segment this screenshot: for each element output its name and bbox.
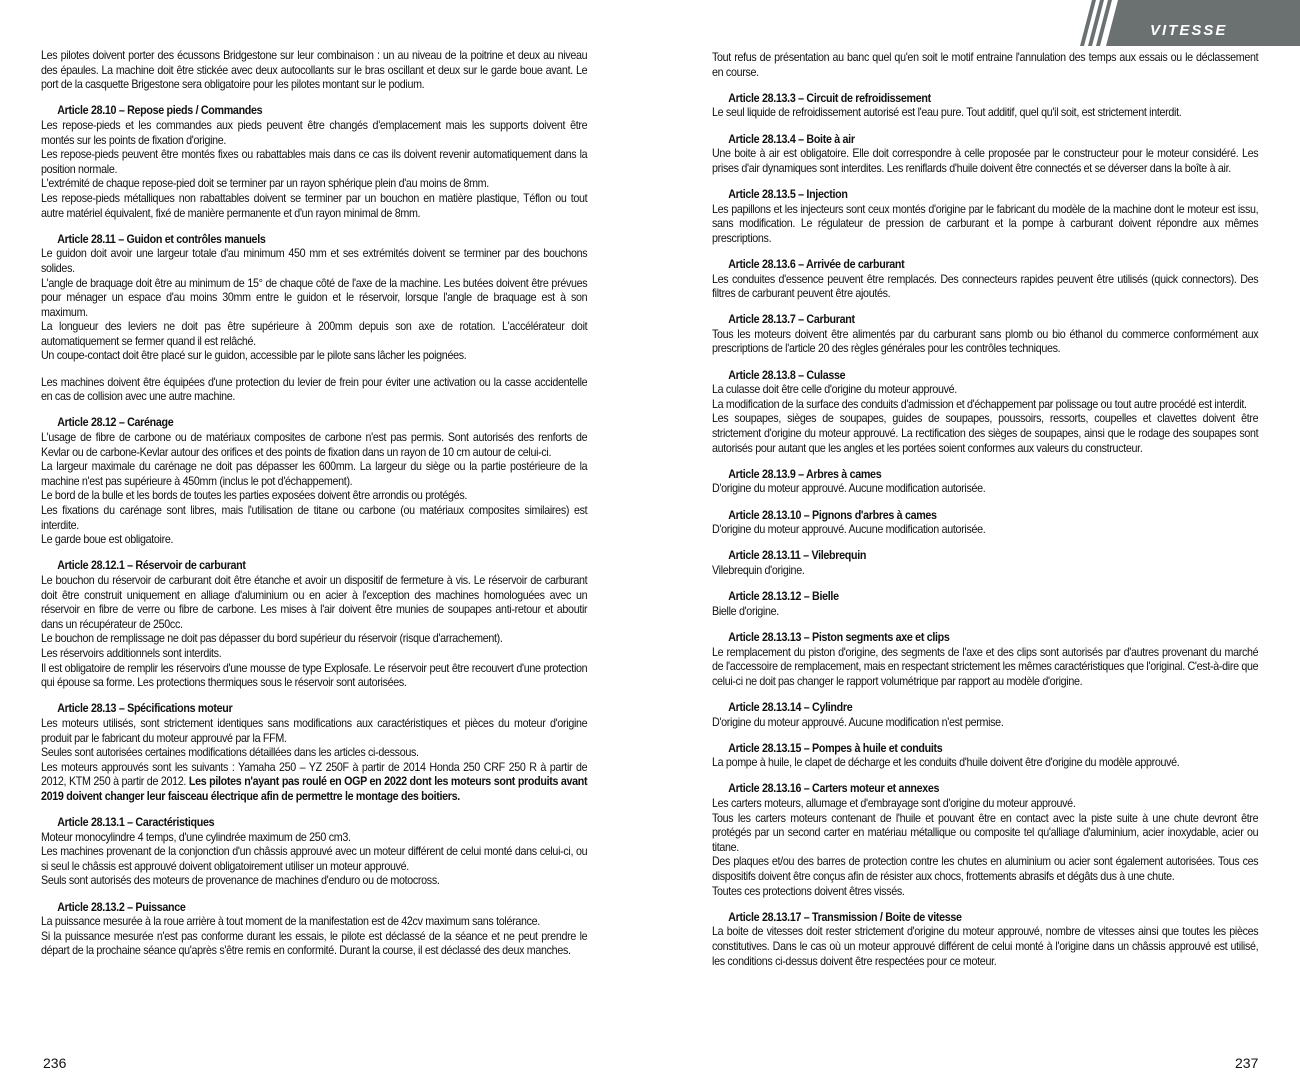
article-block [41, 815, 587, 888]
article-block [712, 312, 1258, 356]
paragraph: Bielle d'origine. [712, 603, 779, 618]
article-block [712, 467, 1258, 496]
paragraph: Le guidon doit avoir une largeur totale d'au minimum 450 mm et ses extrémités doivent se terminer par des bouchons solides. [41, 246, 588, 275]
paragraph: Le seul liquide de refroidissement autorisé est l'eau pure. Tout additif, quel qu'il soit, est strictement interdit. [712, 105, 1182, 120]
article-block [712, 910, 1258, 968]
article-title: Article 28.13.12 – Bielle [728, 589, 839, 604]
article-title: Article 28.13.8 – Culasse [728, 367, 846, 382]
article-block [41, 232, 587, 363]
article-block [712, 187, 1258, 245]
paragraph: Les machines doivent être équipées d'une protection du levier de frein pour éviter une activation ou la casse accidentelle en cas de collision avec une autre machine. [41, 374, 588, 404]
article-block [712, 741, 1258, 770]
article-title: Article 28.13 – Spécifications moteur [57, 701, 233, 716]
section-title: VITESSE [1150, 22, 1228, 39]
article-block [712, 368, 1258, 456]
article-block [712, 630, 1258, 688]
article-block [712, 508, 1258, 537]
article-block [712, 257, 1258, 301]
article-block [41, 415, 587, 546]
left-column [41, 48, 587, 970]
paragraph: Les conduites d'essence peuvent être remplacés. Des connecteurs rapides peuvent être utilisés (quick connectors). Des filtres de carburant peuvent être ajoutés. [712, 271, 1259, 301]
article-title: Article 28.13.16 – Carters moteur et annexes [728, 781, 940, 796]
paragraph: Le bouchon de remplissage ne doit pas dépasser du bord supérieur du réservoir (risque d'arrachement). [41, 631, 503, 646]
paragraph: L'angle de braquage doit être au minimum de 15° de chaque côté de l'axe de la machine. Les butées doivent être prévues pour ménager un espace d'au moins 30mm entre le guidon et le réservoir, lorsque l'angle de braquage est à son maximum. [41, 275, 588, 319]
article-title: Article 28.10 – Repose pieds / Commandes [57, 103, 263, 118]
paragraph: La longueur des leviers ne doit pas être supérieure à 200mm depuis son axe de rotation. L'accélérateur doit automatiquement se fermer quand il est relâché. [41, 319, 588, 348]
right-column [712, 50, 1258, 980]
article-title: Article 28.13.5 – Injection [728, 186, 848, 201]
page-number-left: 236 [43, 1055, 67, 1071]
paragraph: Tous les carters moteurs contenant de l'huile et pouvant être en contact avec la piste suite à une chute devront être protégés par un second carter en matériau métallique ou composite tel qu'alliage d'aluminium, acier inoxydable, acier ou titane. [712, 810, 1259, 854]
article-title: Article 28.12 – Carénage [57, 415, 174, 430]
paragraph: Moteur monocylindre 4 temps, d'une cylindrée maximum de 250 cm3. [41, 829, 351, 844]
article-title: Article 28.13.7 – Carburant [728, 312, 855, 327]
article-title: Article 28.13.15 – Pompes à huile et conduits [728, 740, 943, 755]
paragraph: Si la puissance mesurée n'est pas conforme durant les essais, le pilote est déclassé de la séance et ne peut prendre le départ de la prochaine séance qu'après s'être remis en conformité. Durant la course, il est déclassé des deux manches. [41, 928, 588, 958]
moteurs-bold: Les pilotes n'ayant pas roulé en OGP en 2022 dont les moteurs sont produits avant 2019 doivent changer leur faisceau électrique afin de permettre le montage des boitiers. [41, 774, 588, 803]
paragraph: Vilebrequin d'origine. [712, 562, 805, 577]
paragraph: Tout refus de présentation au banc quel qu'en soit le motif entraine l'annulation des temps aux essais ou le déclassement en course. [712, 50, 1259, 79]
paragraph: Le garde boue est obligatoire. [41, 532, 174, 547]
paragraph: Les carters moteurs, allumage et d'embrayage sont d'origine du moteur approuvé. [712, 796, 1076, 811]
article-title: Article 28.13.2 – Puissance [57, 899, 186, 914]
paragraph: D'origine du moteur approuvé. Aucune modification n'est permise. [712, 714, 1004, 729]
article-block [712, 781, 1258, 898]
article-block [712, 548, 1258, 577]
paragraph: Tous les moteurs doivent être alimentés par du carburant sans plomb ou bio éthanol du commerce conformément aux prescriptions de l'article 20 des règles générales pour les contrôles techniques. [712, 326, 1259, 356]
paragraph: La modification de la surface des conduits d'admission et d'échappement par polissage ou tout autre procédé est interdit. [712, 396, 1247, 411]
article-title: Article 28.13.14 – Cylindre [728, 699, 853, 714]
article-block [712, 589, 1258, 618]
article-block [712, 700, 1258, 729]
article-block [712, 50, 1258, 79]
paragraph: Toutes ces protections doivent êtres vissés. [712, 883, 905, 898]
paragraph: L'extrémité de chaque repose-pied doit se terminer par un rayon sphérique plein d'au moins de 8mm. [41, 176, 489, 191]
paragraph: La largeur maximale du carénage ne doit pas dépasser les 600mm. La largeur du siège ou la partie postérieure de la machine n'est pas supérieure à 450mm (inclus le pot d'échappement). [41, 459, 588, 488]
paragraph: Seuls sont autorisés des moteurs de provenance de machines d'enduro ou de motocross. [41, 873, 440, 888]
paragraph: Les fixations du carénage sont libres, mais l'utilisation de titane ou carbone (ou matériaux composites similaires) est interdite. [41, 503, 588, 532]
article-block [41, 48, 587, 92]
article-title: Article 28.13.6 – Arrivée de carburant [728, 256, 905, 271]
paragraph: D'origine du moteur approuvé. Aucune modification autorisée. [712, 481, 986, 496]
paragraph: La boite de vitesses doit rester strictement d'origine du moteur approuvé, nombre de vitesses ainsi que toutes les pièces constitutives. Dans le cas où un moteur approuvé différent de celui monté à l'origine dans un châssis approuvé est utilisé, les conditions ci-dessus doivent être respectées pour ce moteur. [712, 924, 1259, 968]
article-block [712, 132, 1258, 176]
article-title: Article 28.12.1 – Réservoir de carburant [57, 558, 246, 573]
article-title: Article 28.11 – Guidon et contrôles manuels [57, 231, 266, 246]
article-block [41, 103, 587, 220]
article-block [41, 701, 587, 803]
paragraph: Un coupe-contact doit être placé sur le guidon, accessible par le pilote sans lâcher les poignées. [41, 348, 467, 363]
article-title: Article 28.13.3 – Circuit de refroidissement [728, 90, 931, 105]
paragraph-moteurs [41, 760, 587, 804]
paragraph: La puissance mesurée à la roue arrière à tout moment de la manifestation est de 42cv maximum sans tolérance. [41, 914, 540, 929]
paragraph: Les pilotes doivent porter des écussons Bridgestone sur leur combinaison : un au niveau de la poitrine et deux au niveau des épaules. La machine doit être stickée avec deux autocollants sur le bras oscillant et deux sur le garde boue avant. Le port de la casquette Brigestone sera obligatoire pour les pilotes montant sur le podium. [41, 48, 588, 92]
paragraph: Les repose-pieds et les commandes aux pieds peuvent être changés d'emplacement mais les supports doivent être montés sur les points de fixation d'origine. [41, 117, 588, 147]
article-title: Article 28.13.1 – Caractéristiques [57, 815, 215, 830]
paragraph: Des plaques et/ou des barres de protection contre les chutes en aluminium ou acier sont également autorisées. Tous ces dispositifs doivent être conçus afin de résister aux chocs, frottements abrasifs et dégâts dus à une chute. [712, 854, 1259, 884]
paragraph: Les soupapes, sièges de soupapes, guides de soupapes, poussoirs, ressorts, coupelles et clavettes doivent être strictement d'origine du moteur approuvé. La rectification des sièges de soupapes, ainsi que le rodage des soupapes sont autorisés pour autant que les angles et les portées soient conformes aux valeurs du constructeur. [712, 411, 1259, 455]
paragraph: Les repose-pieds peuvent être montés fixes ou rabattables mais dans ce cas ils doivent revenir automatiquement dans la position normale. [41, 147, 588, 176]
paragraph: Les repose-pieds métalliques non rabattables doivent se terminer par un bouchon en matière plastique, Téflon ou tout autre matériel équivalent, fixé de manière permanente et d'un rayon minimal de 8mm. [41, 190, 588, 220]
paragraph: Les machines provenant de la conjonction d'un châssis approuvé avec un moteur différent de celui monté dans celui-ci, ou si seul le châssis est approuvé doivent obligatoirement utiliser un moteur approuvé. [41, 844, 588, 873]
paragraph: Seules sont autorisées certaines modifications détaillées dans les articles ci-dessous. [41, 745, 419, 760]
paragraph: La pompe à huile, le clapet de décharge et les conduits d'huile doivent être d'origine du modèle approuvé. [712, 755, 1180, 770]
paragraph: Le bord de la bulle et les bords de toutes les parties exposées doivent être arrondis ou protégés. [41, 488, 468, 503]
paragraph: Les moteurs utilisés, sont strictement identiques sans modifications aux caractéristiques et pièces du moteur d'origine produit par le fabricant du moteur approuvé par la FFM. [41, 715, 588, 745]
article-title: Article 28.13.11 – Vilebrequin [728, 548, 867, 563]
paragraph: Les papillons et les injecteurs sont ceux montés d'origine par le fabricant du modèle de la machine dont le moteur est issu, sans modification. Le régulateur de pression de carburant et la pompe à carburant doivent répondre aux mêmes prescriptions. [712, 201, 1259, 245]
page-number-right: 237 [1235, 1055, 1259, 1071]
article-block [41, 558, 587, 689]
paragraph: Il est obligatoire de remplir les réservoirs d'une mousse de type Explosafe. Le réservoir peut être recouvert d'une protection qui épouse sa forme. Les protections thermiques sous le réservoir sont autorisées. [41, 660, 588, 690]
article-block [712, 91, 1258, 120]
article-block [41, 375, 587, 404]
moteurs-normal: Les moteurs approuvés sont les suivants : Yamaha 250 – YZ 250F à partir de 2014 Honda 250 CRF 250 R à partir de 2012, KTM 250 à partir de 2012. [41, 759, 588, 789]
paragraph: Le bouchon du réservoir de carburant doit être étanche et avoir un dispositif de fermeture à vis. Le réservoir de carburant doit être construit uniquement en alliage d'aluminium ou en acier à l'exception des machines homologuées avec un réservoir en fibre de verre ou fibre de carbone. Les mises à l'air doivent être munies de soupapes anti-retour et aboutir dans un récupérateur de 250cc. [41, 572, 588, 631]
article-title: Article 28.13.9 – Arbres à cames [728, 466, 882, 481]
paragraph: Les réservoirs additionnels sont interdits. [41, 645, 222, 660]
article-title: Article 28.13.17 – Transmission / Boite de vitesse [728, 909, 962, 924]
article-title: Article 28.13.10 – Pignons d'arbres à cames [728, 507, 937, 522]
paragraph: Une boite à air est obligatoire. Elle doit correspondre à celle proposée par le constructeur pour le moteur considéré. Les prises d'air dynamiques sont interdites. Les reniflards d'huile doivent être connectés et se déverser dans la boîte à air. [712, 146, 1259, 175]
article-block [41, 900, 587, 958]
paragraph: La culasse doit être celle d'origine du moteur approuvé. [712, 382, 957, 397]
article-title: Article 28.13.4 – Boite à air [728, 131, 855, 146]
paragraph: L'usage de fibre de carbone ou de matériaux composites de carbone n'est pas permis. Sont autorisés des renforts de Kevlar ou de carbone-Kevlar autour des orifices et des points de fixation dans un rayon de 10 cm autour de celui-ci. [41, 430, 588, 459]
paragraph: Le remplacement du piston d'origine, des segments de l'axe et des clips sont autorisés par d'autres provenant du marché de l'accessoire de remplacement, mais en respectant strictement les mêmes caractéristiques que l'original. C'est-à-dire que celui-ci ne doit pas changer le rapport volumétrique par rapport au modèle d'origine. [712, 644, 1259, 688]
paragraph: D'origine du moteur approuvé. Aucune modification autorisée. [712, 522, 986, 537]
article-title: Article 28.13.13 – Piston segments axe et clips [728, 629, 950, 644]
